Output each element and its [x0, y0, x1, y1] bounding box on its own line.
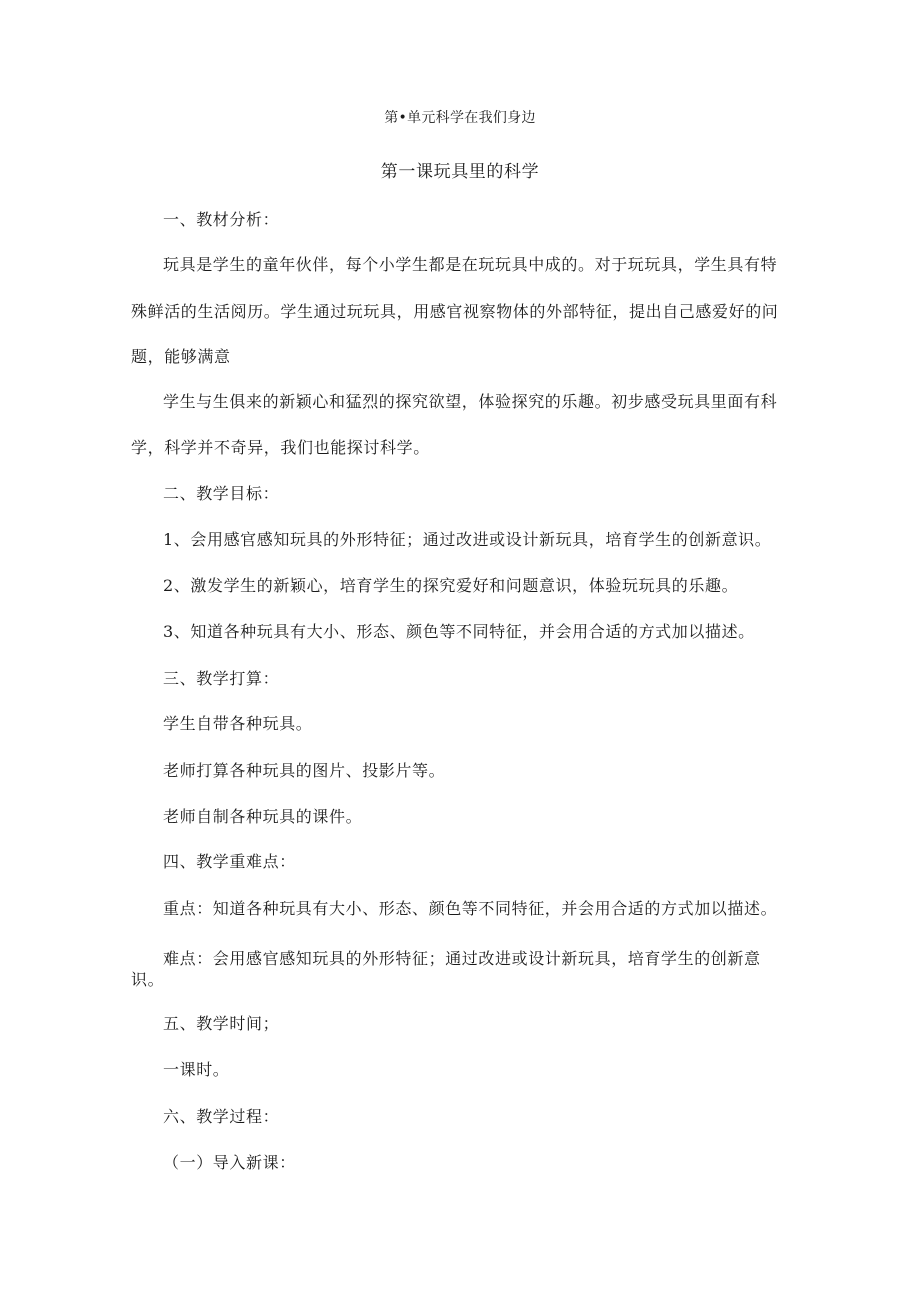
section-heading-process: 六、教学过程： [163, 1107, 280, 1126]
section-heading-time: 五、教学时间； [163, 1014, 280, 1033]
process-step-1: （一）导入新课： [163, 1153, 296, 1172]
goal-item-3: 3、知道各种玩具有大小、形态、颜色等不同特征，并会用合适的方式加以描述。 [163, 622, 755, 641]
goal-item-1: 1、会用感官感知玩具的外形特征；通过改进或设计新玩具，培育学生的创新意识。 [163, 530, 772, 549]
lesson-title: 第一课玩具里的科学 [380, 162, 540, 182]
analysis-paragraph-1-line-2: 殊鲜活的生活阅历。学生通过玩玩具，用感官视察物体的外部特征，提出自己感爱好的问 [131, 302, 779, 321]
analysis-paragraph-2-line-2: 学，科学并不奇异，我们也能探讨科学。 [131, 438, 430, 457]
preparation-item-2: 老师打算各种玩具的图片、投影片等。 [163, 761, 446, 780]
analysis-paragraph-1-line-1: 玩具是学生的童年伙伴，每个小学生都是在玩玩具中成的。对于玩玩具，学生具有特 [163, 255, 778, 274]
difficult-point-line-2: 识。 [131, 970, 165, 989]
section-heading-analysis: 一、教材分析： [163, 210, 280, 229]
teaching-time-value: 一课时。 [163, 1060, 230, 1079]
section-heading-preparation: 三、教学打算： [163, 669, 280, 688]
preparation-item-1: 学生自带各种玩具。 [163, 714, 313, 733]
section-heading-goals: 二、教学目标： [163, 484, 280, 503]
goal-item-2: 2、激发学生的新颖心，培育学生的探究爱好和问题意识，体验玩玩具的乐趣。 [163, 576, 739, 595]
difficult-point-line-1: 难点：会用感官感知玩具的外形特征；通过改进或设计新玩具，培育学生的创新意 [163, 949, 761, 968]
section-heading-key-points: 四、教学重难点： [163, 852, 296, 871]
analysis-paragraph-2-line-1: 学生与生俱来的新颖心和猛烈的探究欲望，体验探究的乐趣。初步感受玩具里面有科 [163, 392, 778, 411]
analysis-paragraph-1-line-3: 题，能够满意 [131, 347, 231, 366]
key-point: 重点：知道各种玩具有大小、形态、颜色等不同特征，并会用合适的方式加以描述。 [163, 899, 778, 918]
preparation-item-3: 老师自制各种玩具的课件。 [163, 807, 363, 826]
unit-title: 第•单元科学在我们身边 [384, 110, 536, 126]
